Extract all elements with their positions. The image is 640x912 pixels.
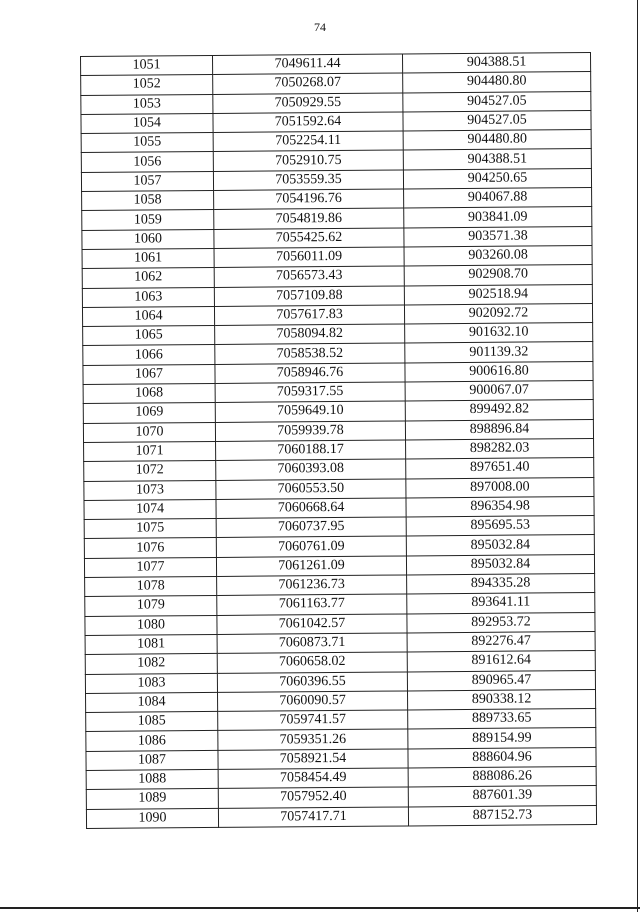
point-id-cell: 1075 (84, 519, 216, 539)
point-id-cell: 1084 (86, 692, 218, 712)
y-coordinate-cell: 890965.47 (407, 670, 595, 691)
x-coordinate-cell: 7061163.77 (217, 594, 407, 615)
y-coordinate-cell: 904527.05 (403, 91, 591, 112)
page-edge-right (637, 0, 638, 912)
point-id-cell: 1061 (82, 248, 214, 268)
y-coordinate-cell: 904527.05 (403, 110, 591, 131)
y-coordinate-cell: 904388.51 (403, 149, 591, 170)
point-id-cell: 1067 (83, 364, 215, 384)
x-coordinate-cell: 7060668.64 (216, 498, 406, 519)
point-id-cell: 1088 (86, 769, 218, 789)
x-coordinate-cell: 7060658.02 (217, 652, 407, 673)
y-coordinate-cell: 897651.40 (406, 458, 594, 479)
x-coordinate-cell: 7050268.07 (213, 73, 403, 94)
coordinate-table (80, 52, 597, 829)
x-coordinate-cell: 7058094.82 (215, 324, 405, 345)
y-coordinate-cell: 899492.82 (405, 400, 593, 421)
y-coordinate-cell: 903260.08 (404, 245, 592, 266)
y-coordinate-cell: 903841.09 (404, 207, 592, 228)
y-coordinate-cell: 901139.32 (405, 342, 593, 363)
point-id-cell: 1066 (83, 345, 215, 365)
point-id-cell: 1071 (84, 441, 216, 461)
x-coordinate-cell: 7061261.09 (216, 556, 406, 577)
y-coordinate-cell: 888086.26 (408, 766, 596, 787)
y-coordinate-cell: 895695.53 (406, 516, 594, 537)
point-id-cell: 1085 (86, 712, 218, 732)
x-coordinate-cell: 7059317.55 (215, 382, 405, 403)
x-coordinate-cell: 7051592.64 (213, 112, 403, 133)
y-coordinate-cell: 892276.47 (407, 631, 595, 652)
point-id-cell: 1068 (83, 383, 215, 403)
y-coordinate-cell: 901632.10 (405, 323, 593, 344)
y-coordinate-cell: 900616.80 (405, 361, 593, 382)
y-coordinate-cell: 900067.07 (405, 381, 593, 402)
x-coordinate-cell: 7054196.76 (214, 189, 404, 210)
x-coordinate-cell: 7049611.44 (212, 54, 402, 75)
y-coordinate-cell: 893641.11 (407, 593, 595, 614)
page-edge-bottom (0, 907, 640, 909)
y-coordinate-cell: 894335.28 (407, 573, 595, 594)
x-coordinate-cell: 7059649.10 (215, 401, 405, 422)
x-coordinate-cell: 7058454.49 (218, 768, 408, 789)
y-coordinate-cell: 890338.12 (407, 689, 595, 710)
x-coordinate-cell: 7060396.55 (217, 671, 407, 692)
point-id-cell: 1089 (86, 789, 218, 809)
y-coordinate-cell: 904067.88 (404, 188, 592, 209)
point-id-cell: 1077 (84, 557, 216, 577)
point-id-cell: 1074 (84, 499, 216, 519)
point-id-cell: 1090 (86, 808, 218, 828)
y-coordinate-cell: 904480.80 (403, 72, 591, 93)
x-coordinate-cell: 7057617.83 (214, 305, 404, 326)
point-id-cell: 1083 (85, 673, 217, 693)
y-coordinate-cell: 898896.84 (405, 419, 593, 440)
y-coordinate-cell: 887601.39 (408, 786, 596, 807)
x-coordinate-cell: 7052254.11 (213, 131, 403, 152)
point-id-cell: 1065 (83, 326, 215, 346)
x-coordinate-cell: 7052910.75 (213, 150, 403, 171)
y-coordinate-cell: 895032.84 (406, 535, 594, 556)
point-id-cell: 1079 (85, 596, 217, 616)
x-coordinate-cell: 7059939.78 (215, 421, 405, 442)
table-row (86, 805, 596, 828)
x-coordinate-cell: 7061042.57 (217, 614, 407, 635)
y-coordinate-cell: 904250.65 (403, 168, 591, 189)
point-id-cell: 1055 (81, 133, 213, 153)
point-id-cell: 1057 (81, 171, 213, 191)
y-coordinate-cell: 904388.51 (402, 52, 590, 73)
y-coordinate-cell: 902518.94 (404, 284, 592, 305)
x-coordinate-cell: 7060393.08 (216, 459, 406, 480)
x-coordinate-cell: 7060090.57 (218, 691, 408, 712)
y-coordinate-cell: 889154.99 (408, 728, 596, 749)
x-coordinate-cell: 7057109.88 (214, 286, 404, 307)
table-body (81, 52, 597, 828)
point-id-cell: 1059 (82, 210, 214, 230)
x-coordinate-cell: 7056573.43 (214, 266, 404, 287)
x-coordinate-cell: 7059351.26 (218, 729, 408, 750)
x-coordinate-cell: 7053559.35 (213, 170, 403, 191)
point-id-cell: 1078 (85, 576, 217, 596)
x-coordinate-cell: 7060737.95 (216, 517, 406, 538)
x-coordinate-cell: 7060761.09 (216, 536, 406, 557)
y-coordinate-cell: 902908.70 (404, 265, 592, 286)
point-id-cell: 1087 (86, 750, 218, 770)
point-id-cell: 1064 (82, 306, 214, 326)
point-id-cell: 1081 (85, 634, 217, 654)
x-coordinate-cell: 7059741.57 (218, 710, 408, 731)
point-id-cell: 1086 (86, 731, 218, 751)
y-coordinate-cell: 898282.03 (406, 438, 594, 459)
point-id-cell: 1051 (81, 55, 213, 75)
y-coordinate-cell: 887152.73 (408, 805, 596, 826)
point-id-cell: 1082 (85, 654, 217, 674)
y-coordinate-cell: 903571.38 (404, 226, 592, 247)
y-coordinate-cell: 895032.84 (406, 554, 594, 575)
x-coordinate-cell: 7057417.71 (218, 807, 408, 828)
point-id-cell: 1058 (82, 191, 214, 211)
point-id-cell: 1063 (82, 287, 214, 307)
y-coordinate-cell: 891612.64 (407, 651, 595, 672)
point-id-cell: 1076 (84, 538, 216, 558)
point-id-cell: 1053 (81, 94, 213, 114)
x-coordinate-cell: 7050929.55 (213, 93, 403, 114)
point-id-cell: 1070 (83, 422, 215, 442)
point-id-cell: 1062 (82, 268, 214, 288)
point-id-cell: 1060 (82, 229, 214, 249)
y-coordinate-cell: 904480.80 (403, 130, 591, 151)
x-coordinate-cell: 7060188.17 (216, 440, 406, 461)
x-coordinate-cell: 7057952.40 (218, 787, 408, 808)
page-number: 74 (314, 20, 326, 34)
y-coordinate-cell: 889733.65 (408, 709, 596, 730)
point-id-cell: 1054 (81, 113, 213, 133)
y-coordinate-cell: 892953.72 (407, 612, 595, 633)
point-id-cell: 1080 (85, 615, 217, 635)
point-id-cell: 1052 (81, 75, 213, 95)
x-coordinate-cell: 7061236.73 (217, 575, 407, 596)
x-coordinate-cell: 7058921.54 (218, 749, 408, 770)
y-coordinate-cell: 896354.98 (406, 496, 594, 517)
x-coordinate-cell: 7055425.62 (214, 228, 404, 249)
y-coordinate-cell: 902092.72 (404, 303, 592, 324)
x-coordinate-cell: 7054819.86 (214, 208, 404, 229)
y-coordinate-cell: 888604.96 (408, 747, 596, 768)
x-coordinate-cell: 7058946.76 (215, 363, 405, 384)
x-coordinate-cell: 7060553.50 (216, 478, 406, 499)
y-coordinate-cell: 897008.00 (406, 477, 594, 498)
point-id-cell: 1072 (84, 461, 216, 481)
x-coordinate-cell: 7056011.09 (214, 247, 404, 268)
x-coordinate-cell: 7060873.71 (217, 633, 407, 654)
point-id-cell: 1056 (81, 152, 213, 172)
x-coordinate-cell: 7058538.52 (215, 343, 405, 364)
point-id-cell: 1073 (84, 480, 216, 500)
point-id-cell: 1069 (83, 403, 215, 423)
